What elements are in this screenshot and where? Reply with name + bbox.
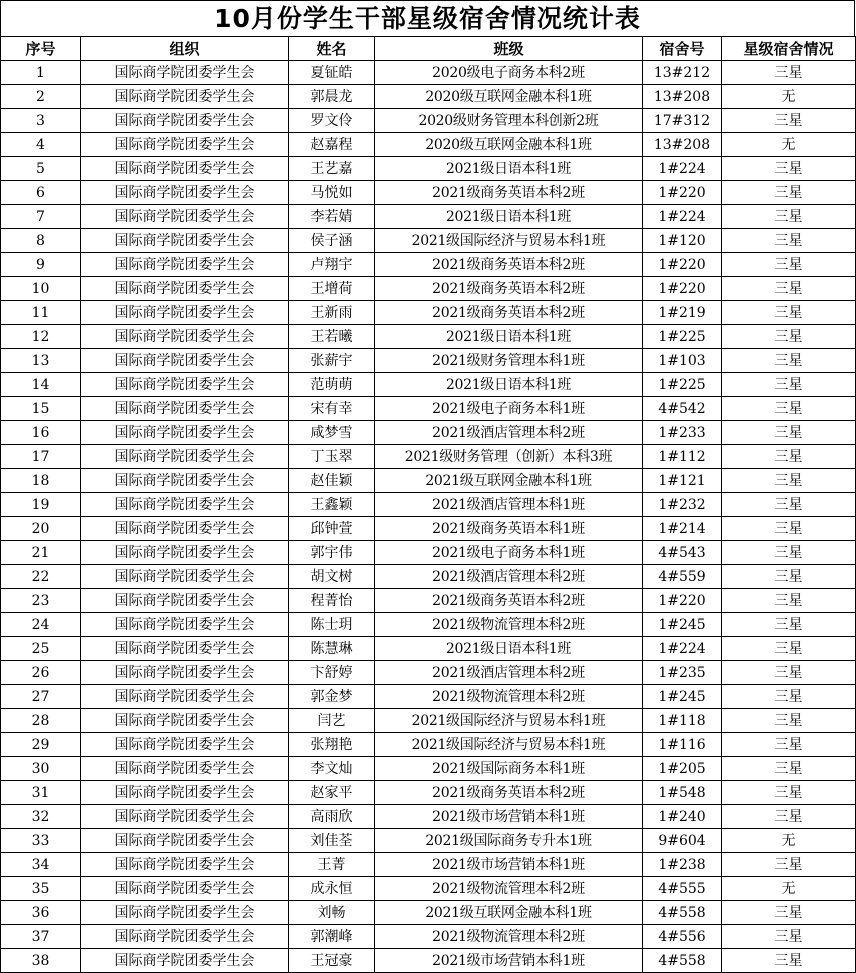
table-row <box>1 397 856 421</box>
cell-rating: 三星 <box>722 661 856 685</box>
cell-dorm: 1#220 <box>643 589 722 613</box>
cell-name: 程菁怡 <box>289 589 375 613</box>
cell-rating: 三星 <box>722 493 856 517</box>
cell-org: 国际商学院团委学生会 <box>81 373 289 397</box>
table-row <box>1 133 856 157</box>
table-row <box>1 277 856 301</box>
cell-org: 国际商学院团委学生会 <box>81 397 289 421</box>
cell-rating: 三星 <box>722 925 856 949</box>
cell-org: 国际商学院团委学生会 <box>81 61 289 85</box>
cell-dorm: 1#548 <box>643 781 722 805</box>
cell-org: 国际商学院团委学生会 <box>81 853 289 877</box>
cell-dorm: 1#240 <box>643 805 722 829</box>
cell-dorm: 13#212 <box>643 61 722 85</box>
cell-index: 37 <box>1 925 81 949</box>
cell-rating: 三星 <box>722 181 856 205</box>
cell-class: 2021级国际经济与贸易本科1班 <box>375 733 643 757</box>
cell-org: 国际商学院团委学生会 <box>81 805 289 829</box>
cell-dorm: 17#312 <box>643 109 722 133</box>
cell-index: 23 <box>1 589 81 613</box>
cell-rating: 三星 <box>722 541 856 565</box>
cell-dorm: 1#120 <box>643 229 722 253</box>
cell-rating: 三星 <box>722 157 856 181</box>
cell-rating: 三星 <box>722 373 856 397</box>
cell-name: 刘佳荃 <box>289 829 375 853</box>
cell-class: 2021级电子商务本科1班 <box>375 541 643 565</box>
cell-org: 国际商学院团委学生会 <box>81 157 289 181</box>
cell-rating: 三星 <box>722 469 856 493</box>
cell-org: 国际商学院团委学生会 <box>81 757 289 781</box>
cell-rating: 无 <box>722 829 856 853</box>
cell-dorm: 1#220 <box>643 253 722 277</box>
cell-index: 16 <box>1 421 81 445</box>
cell-class: 2021级物流管理本科2班 <box>375 613 643 637</box>
cell-dorm: 1#103 <box>643 349 722 373</box>
cell-rating: 三星 <box>722 685 856 709</box>
cell-index: 21 <box>1 541 81 565</box>
cell-name: 王增荷 <box>289 277 375 301</box>
cell-index: 34 <box>1 853 81 877</box>
cell-org: 国际商学院团委学生会 <box>81 421 289 445</box>
cell-dorm: 1#118 <box>643 709 722 733</box>
cell-dorm: 1#214 <box>643 517 722 541</box>
cell-org: 国际商学院团委学生会 <box>81 613 289 637</box>
table-row <box>1 349 856 373</box>
cell-class: 2021级酒店管理本科1班 <box>375 493 643 517</box>
cell-name: 刘畅 <box>289 901 375 925</box>
cell-dorm: 1#116 <box>643 733 722 757</box>
table-row <box>1 109 856 133</box>
cell-index: 22 <box>1 565 81 589</box>
cell-index: 1 <box>1 61 81 85</box>
cell-dorm: 1#245 <box>643 685 722 709</box>
cell-index: 6 <box>1 181 81 205</box>
cell-index: 36 <box>1 901 81 925</box>
cell-class: 2021级日语本科1班 <box>375 373 643 397</box>
cell-dorm: 1#235 <box>643 661 722 685</box>
cell-dorm: 1#245 <box>643 613 722 637</box>
cell-org: 国际商学院团委学生会 <box>81 877 289 901</box>
cell-org: 国际商学院团委学生会 <box>81 925 289 949</box>
cell-class: 2021级酒店管理本科2班 <box>375 565 643 589</box>
cell-index: 12 <box>1 325 81 349</box>
cell-name: 赵佳颖 <box>289 469 375 493</box>
table-row <box>1 853 856 877</box>
table-row <box>1 613 856 637</box>
table-row <box>1 805 856 829</box>
cell-name: 邱钟萱 <box>289 517 375 541</box>
cell-class: 2021级国际经济与贸易本科1班 <box>375 229 643 253</box>
cell-org: 国际商学院团委学生会 <box>81 685 289 709</box>
cell-rating: 三星 <box>722 757 856 781</box>
cell-org: 国际商学院团委学生会 <box>81 949 289 973</box>
cell-class: 2020级财务管理本科创新2班 <box>375 109 643 133</box>
cell-name: 卞舒婷 <box>289 661 375 685</box>
cell-name: 李文灿 <box>289 757 375 781</box>
table-row <box>1 421 856 445</box>
cell-index: 3 <box>1 109 81 133</box>
table-row <box>1 61 856 85</box>
cell-class: 2021级国际商务本科1班 <box>375 757 643 781</box>
cell-name: 卢翔宇 <box>289 253 375 277</box>
cell-dorm: 1#121 <box>643 469 722 493</box>
table-row <box>1 949 856 973</box>
cell-class: 2021级日语本科1班 <box>375 157 643 181</box>
dorm-rating-table <box>0 36 856 973</box>
table-row <box>1 925 856 949</box>
cell-org: 国际商学院团委学生会 <box>81 445 289 469</box>
cell-index: 17 <box>1 445 81 469</box>
cell-rating: 三星 <box>722 709 856 733</box>
cell-index: 38 <box>1 949 81 973</box>
cell-class: 2021级商务英语本科2班 <box>375 277 643 301</box>
table-row <box>1 253 856 277</box>
cell-name: 范萌萌 <box>289 373 375 397</box>
cell-org: 国际商学院团委学生会 <box>81 781 289 805</box>
cell-index: 15 <box>1 397 81 421</box>
cell-class: 2020级电子商务本科2班 <box>375 61 643 85</box>
table-row <box>1 541 856 565</box>
cell-name: 闫艺 <box>289 709 375 733</box>
cell-org: 国际商学院团委学生会 <box>81 541 289 565</box>
cell-index: 35 <box>1 877 81 901</box>
cell-rating: 无 <box>722 133 856 157</box>
cell-name: 罗文伶 <box>289 109 375 133</box>
cell-rating: 三星 <box>722 445 856 469</box>
cell-org: 国际商学院团委学生会 <box>81 349 289 373</box>
cell-name: 咸梦雪 <box>289 421 375 445</box>
cell-dorm: 4#558 <box>643 949 722 973</box>
table-row <box>1 637 856 661</box>
cell-class: 2021级市场营销本科1班 <box>375 805 643 829</box>
table-row <box>1 661 856 685</box>
cell-rating: 三星 <box>722 229 856 253</box>
cell-name: 王菁 <box>289 853 375 877</box>
header-index: 序号 <box>1 37 81 61</box>
cell-name: 马悦如 <box>289 181 375 205</box>
cell-rating: 三星 <box>722 637 856 661</box>
cell-index: 4 <box>1 133 81 157</box>
cell-class: 2021级商务英语本科2班 <box>375 589 643 613</box>
cell-name: 王若曦 <box>289 325 375 349</box>
cell-name: 郭宇伟 <box>289 541 375 565</box>
cell-class: 2021级日语本科1班 <box>375 637 643 661</box>
cell-class: 2021级物流管理本科2班 <box>375 925 643 949</box>
header-dorm: 宿舍号 <box>643 37 722 61</box>
cell-rating: 三星 <box>722 589 856 613</box>
cell-org: 国际商学院团委学生会 <box>81 85 289 109</box>
cell-index: 10 <box>1 277 81 301</box>
cell-index: 18 <box>1 469 81 493</box>
cell-name: 王新雨 <box>289 301 375 325</box>
cell-index: 9 <box>1 253 81 277</box>
table-row <box>1 229 856 253</box>
cell-name: 陈士玥 <box>289 613 375 637</box>
cell-rating: 三星 <box>722 205 856 229</box>
cell-name: 陈慧琳 <box>289 637 375 661</box>
cell-dorm: 1#220 <box>643 181 722 205</box>
table-row <box>1 325 856 349</box>
cell-dorm: 4#543 <box>643 541 722 565</box>
cell-name: 王艺嘉 <box>289 157 375 181</box>
cell-org: 国际商学院团委学生会 <box>81 109 289 133</box>
table-row <box>1 733 856 757</box>
cell-index: 25 <box>1 637 81 661</box>
table-row <box>1 157 856 181</box>
cell-dorm: 1#112 <box>643 445 722 469</box>
cell-rating: 三星 <box>722 253 856 277</box>
table-row <box>1 877 856 901</box>
cell-class: 2021级商务英语本科2班 <box>375 253 643 277</box>
table-row <box>1 781 856 805</box>
cell-class: 2021级互联网金融本科1班 <box>375 469 643 493</box>
cell-index: 19 <box>1 493 81 517</box>
cell-name: 赵家平 <box>289 781 375 805</box>
cell-index: 8 <box>1 229 81 253</box>
cell-dorm: 1#238 <box>643 853 722 877</box>
cell-class: 2021级市场营销本科1班 <box>375 853 643 877</box>
cell-index: 14 <box>1 373 81 397</box>
table-row <box>1 205 856 229</box>
cell-dorm: 13#208 <box>643 85 722 109</box>
cell-index: 20 <box>1 517 81 541</box>
cell-class: 2020级互联网金融本科1班 <box>375 85 643 109</box>
cell-class: 2021级商务英语本科2班 <box>375 301 643 325</box>
cell-name: 胡文树 <box>289 565 375 589</box>
table-row <box>1 85 856 109</box>
cell-org: 国际商学院团委学生会 <box>81 469 289 493</box>
cell-class: 2021级日语本科1班 <box>375 205 643 229</box>
cell-class: 2021级电子商务本科1班 <box>375 397 643 421</box>
cell-org: 国际商学院团委学生会 <box>81 301 289 325</box>
cell-class: 2021级国际商务专升本1班 <box>375 829 643 853</box>
cell-org: 国际商学院团委学生会 <box>81 733 289 757</box>
cell-dorm: 1#225 <box>643 373 722 397</box>
cell-dorm: 9#604 <box>643 829 722 853</box>
cell-org: 国际商学院团委学生会 <box>81 901 289 925</box>
cell-org: 国际商学院团委学生会 <box>81 709 289 733</box>
cell-rating: 三星 <box>722 325 856 349</box>
cell-dorm: 1#219 <box>643 301 722 325</box>
cell-index: 33 <box>1 829 81 853</box>
cell-org: 国际商学院团委学生会 <box>81 829 289 853</box>
cell-org: 国际商学院团委学生会 <box>81 325 289 349</box>
cell-rating: 三星 <box>722 421 856 445</box>
cell-rating: 三星 <box>722 277 856 301</box>
cell-class: 2021级财务管理本科1班 <box>375 349 643 373</box>
cell-rating: 三星 <box>722 613 856 637</box>
cell-dorm: 4#558 <box>643 901 722 925</box>
cell-class: 2021级日语本科1班 <box>375 325 643 349</box>
cell-class: 2021级酒店管理本科2班 <box>375 421 643 445</box>
cell-rating: 三星 <box>722 565 856 589</box>
cell-rating: 三星 <box>722 733 856 757</box>
cell-org: 国际商学院团委学生会 <box>81 253 289 277</box>
cell-rating: 三星 <box>722 949 856 973</box>
table-row <box>1 565 856 589</box>
cell-class: 2020级互联网金融本科1班 <box>375 133 643 157</box>
cell-index: 2 <box>1 85 81 109</box>
cell-name: 张薪宇 <box>289 349 375 373</box>
cell-dorm: 1#224 <box>643 205 722 229</box>
cell-index: 11 <box>1 301 81 325</box>
cell-class: 2021级国际经济与贸易本科1班 <box>375 709 643 733</box>
cell-dorm: 13#208 <box>643 133 722 157</box>
cell-org: 国际商学院团委学生会 <box>81 637 289 661</box>
cell-rating: 三星 <box>722 301 856 325</box>
cell-dorm: 1#205 <box>643 757 722 781</box>
cell-class: 2021级商务英语本科2班 <box>375 781 643 805</box>
table-row <box>1 757 856 781</box>
cell-name: 夏钲皓 <box>289 61 375 85</box>
header-class: 班级 <box>375 37 643 61</box>
cell-name: 郭晨龙 <box>289 85 375 109</box>
table-row <box>1 589 856 613</box>
cell-rating: 无 <box>722 877 856 901</box>
table-row <box>1 685 856 709</box>
cell-dorm: 1#224 <box>643 637 722 661</box>
cell-index: 13 <box>1 349 81 373</box>
cell-rating: 三星 <box>722 61 856 85</box>
cell-name: 郭金梦 <box>289 685 375 709</box>
cell-name: 丁玉翠 <box>289 445 375 469</box>
cell-rating: 三星 <box>722 397 856 421</box>
table-row <box>1 301 856 325</box>
cell-name: 郭潮峰 <box>289 925 375 949</box>
cell-rating: 无 <box>722 85 856 109</box>
table-row <box>1 829 856 853</box>
table-row <box>1 901 856 925</box>
cell-index: 29 <box>1 733 81 757</box>
cell-name: 王鑫颖 <box>289 493 375 517</box>
cell-name: 王冠豪 <box>289 949 375 973</box>
cell-dorm: 1#220 <box>643 277 722 301</box>
table-row <box>1 709 856 733</box>
cell-rating: 三星 <box>722 805 856 829</box>
cell-rating: 三星 <box>722 901 856 925</box>
cell-name: 李若婧 <box>289 205 375 229</box>
cell-org: 国际商学院团委学生会 <box>81 205 289 229</box>
cell-index: 31 <box>1 781 81 805</box>
cell-org: 国际商学院团委学生会 <box>81 133 289 157</box>
cell-class: 2021级市场营销本科1班 <box>375 949 643 973</box>
cell-class: 2021级商务英语本科2班 <box>375 181 643 205</box>
cell-dorm: 1#225 <box>643 325 722 349</box>
header-org: 组织 <box>81 37 289 61</box>
cell-org: 国际商学院团委学生会 <box>81 661 289 685</box>
cell-class: 2021级酒店管理本科2班 <box>375 661 643 685</box>
table-row <box>1 445 856 469</box>
cell-index: 26 <box>1 661 81 685</box>
table-row <box>1 181 856 205</box>
cell-index: 5 <box>1 157 81 181</box>
cell-org: 国际商学院团委学生会 <box>81 229 289 253</box>
page-title: 10月份学生干部星级宿舍情况统计表 <box>0 0 855 36</box>
cell-name: 侯子涵 <box>289 229 375 253</box>
cell-dorm: 4#556 <box>643 925 722 949</box>
cell-name: 成永恒 <box>289 877 375 901</box>
header-row <box>1 37 856 61</box>
cell-org: 国际商学院团委学生会 <box>81 181 289 205</box>
cell-index: 7 <box>1 205 81 229</box>
cell-name: 赵嘉程 <box>289 133 375 157</box>
table-row <box>1 493 856 517</box>
cell-index: 27 <box>1 685 81 709</box>
cell-class: 2021级物流管理本科2班 <box>375 685 643 709</box>
cell-class: 2021级互联网金融本科1班 <box>375 901 643 925</box>
cell-class: 2021级物流管理本科2班 <box>375 877 643 901</box>
cell-dorm: 1#224 <box>643 157 722 181</box>
cell-name: 高雨欣 <box>289 805 375 829</box>
cell-class: 2021级商务英语本科1班 <box>375 517 643 541</box>
cell-class: 2021级财务管理（创新）本科3班 <box>375 445 643 469</box>
table-row <box>1 517 856 541</box>
cell-rating: 三星 <box>722 109 856 133</box>
cell-org: 国际商学院团委学生会 <box>81 517 289 541</box>
cell-rating: 三星 <box>722 781 856 805</box>
cell-org: 国际商学院团委学生会 <box>81 589 289 613</box>
header-rating: 星级宿舍情况 <box>722 37 856 61</box>
cell-dorm: 4#555 <box>643 877 722 901</box>
header-name: 姓名 <box>289 37 375 61</box>
cell-index: 28 <box>1 709 81 733</box>
cell-rating: 三星 <box>722 517 856 541</box>
cell-org: 国际商学院团委学生会 <box>81 565 289 589</box>
cell-index: 32 <box>1 805 81 829</box>
cell-name: 张翔艳 <box>289 733 375 757</box>
table-row <box>1 469 856 493</box>
table-row <box>1 373 856 397</box>
cell-rating: 三星 <box>722 349 856 373</box>
cell-rating: 三星 <box>722 853 856 877</box>
cell-dorm: 4#559 <box>643 565 722 589</box>
cell-org: 国际商学院团委学生会 <box>81 277 289 301</box>
cell-dorm: 1#233 <box>643 421 722 445</box>
cell-name: 宋有幸 <box>289 397 375 421</box>
cell-dorm: 4#542 <box>643 397 722 421</box>
cell-index: 24 <box>1 613 81 637</box>
cell-dorm: 1#232 <box>643 493 722 517</box>
table-body <box>1 61 856 973</box>
cell-index: 30 <box>1 757 81 781</box>
cell-org: 国际商学院团委学生会 <box>81 493 289 517</box>
